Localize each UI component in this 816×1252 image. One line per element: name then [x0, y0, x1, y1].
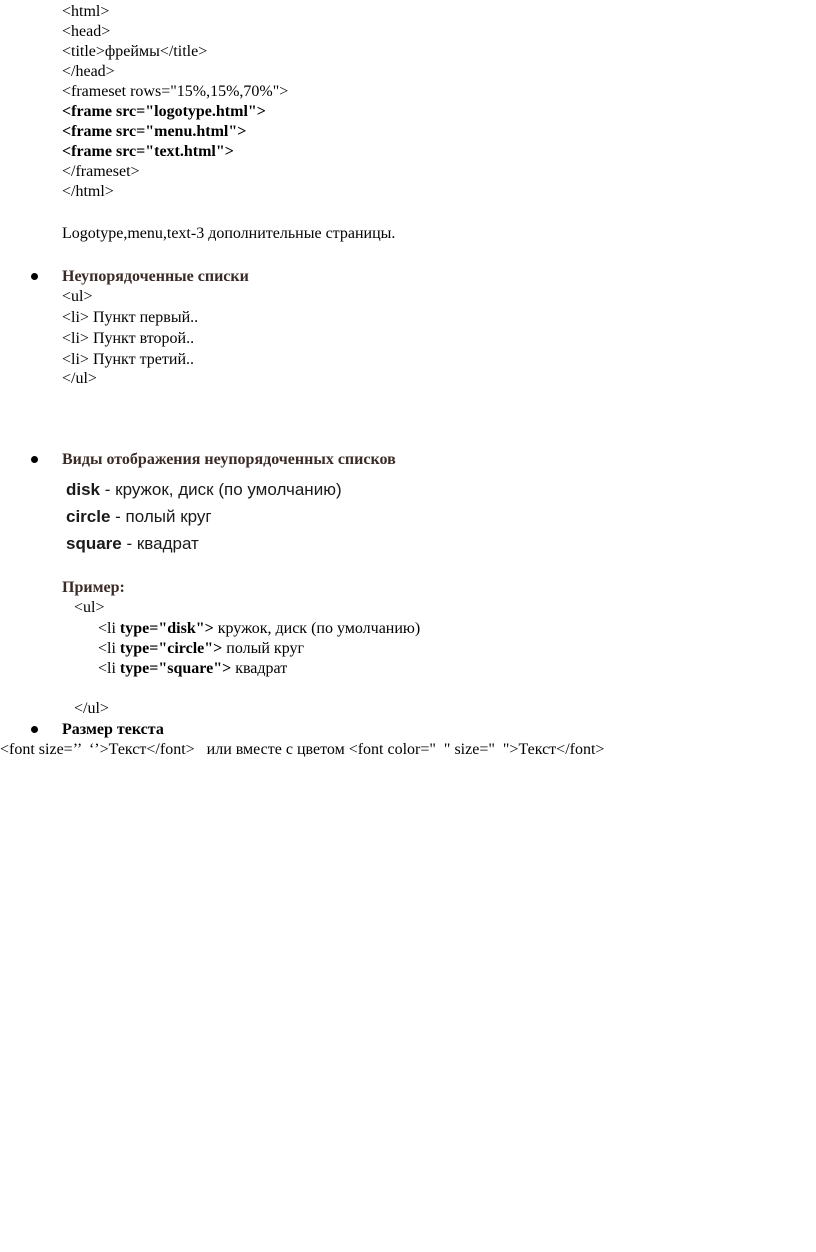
list-type-square [66, 533, 199, 555]
code-line-frameset-close: </frameset> [62, 163, 140, 180]
list-type-desc: - квадрат [126, 534, 199, 553]
example-ul-close: </ul> [74, 700, 109, 717]
list-type-circle [66, 506, 212, 528]
code-line-head-close: </head> [62, 63, 115, 80]
bullet-icon [31, 726, 38, 733]
example-li-circle [98, 639, 304, 659]
li-type-attr: type="circle"> [119, 640, 223, 657]
example-li-disk [98, 619, 420, 639]
unordered-lists-heading: Неупорядоченные списки [62, 268, 249, 285]
example-ul-open: <ul> [74, 599, 105, 616]
code-line-title: <title>фреймы</title> [62, 43, 208, 60]
list-type-key: disk [66, 480, 101, 499]
code-line-head-open: <head> [62, 23, 111, 40]
code-line-frame-text: <frame src="text.html"> [62, 143, 234, 160]
example-li-square [98, 659, 287, 679]
li-type-attr: type="square"> [119, 660, 232, 677]
list-type-disk [66, 479, 342, 501]
list-type-desc: - полый круг [115, 507, 212, 526]
code-line-frame-menu: <frame src="menu.html"> [62, 123, 247, 140]
li-prefix: <li [98, 640, 120, 657]
code-line-html-close: </html> [62, 183, 114, 200]
bullet-icon [31, 273, 38, 280]
bullet-icon [31, 456, 38, 463]
li-prefix: <li [98, 620, 120, 637]
li-text: квадрат [231, 660, 288, 677]
ul-code-line: </ul> [62, 370, 97, 387]
frames-note: Logotype,menu,text-3 дополнительные страницы. [62, 225, 396, 242]
list-type-key: circle [66, 507, 111, 526]
list-styles-heading: Виды отображения неупорядоченных списков [62, 451, 396, 468]
list-type-key: square [66, 534, 122, 553]
list-type-desc: - кружок, диск (по умолчанию) [104, 480, 342, 499]
example-label: Пример: [62, 579, 125, 596]
ul-code-line: <li> Пункт второй.. [62, 330, 195, 347]
code-line-frame-logotype: <frame src="logotype.html"> [62, 103, 266, 120]
li-prefix: <li [98, 660, 120, 677]
li-type-attr: type="disk"> [119, 620, 214, 637]
li-text: кружок, диск (по умолчанию) [213, 620, 421, 637]
code-line-html-open: <html> [62, 3, 110, 20]
li-text: полый круг [222, 640, 305, 657]
ul-code-line: <ul> [62, 288, 93, 305]
code-line-frameset-open: <frameset rows="15%,15%,70%"> [62, 83, 289, 100]
ul-code-line: <li> Пункт первый.. [62, 309, 199, 326]
text-size-heading: Размер текста [62, 721, 164, 738]
ul-code-line: <li> Пункт третий.. [62, 351, 195, 368]
text-size-code-line: <font size=’’ ‘’>Текст</font> или вместе с цветом <font color=" " size=" ">Текст</font> [0, 741, 605, 758]
